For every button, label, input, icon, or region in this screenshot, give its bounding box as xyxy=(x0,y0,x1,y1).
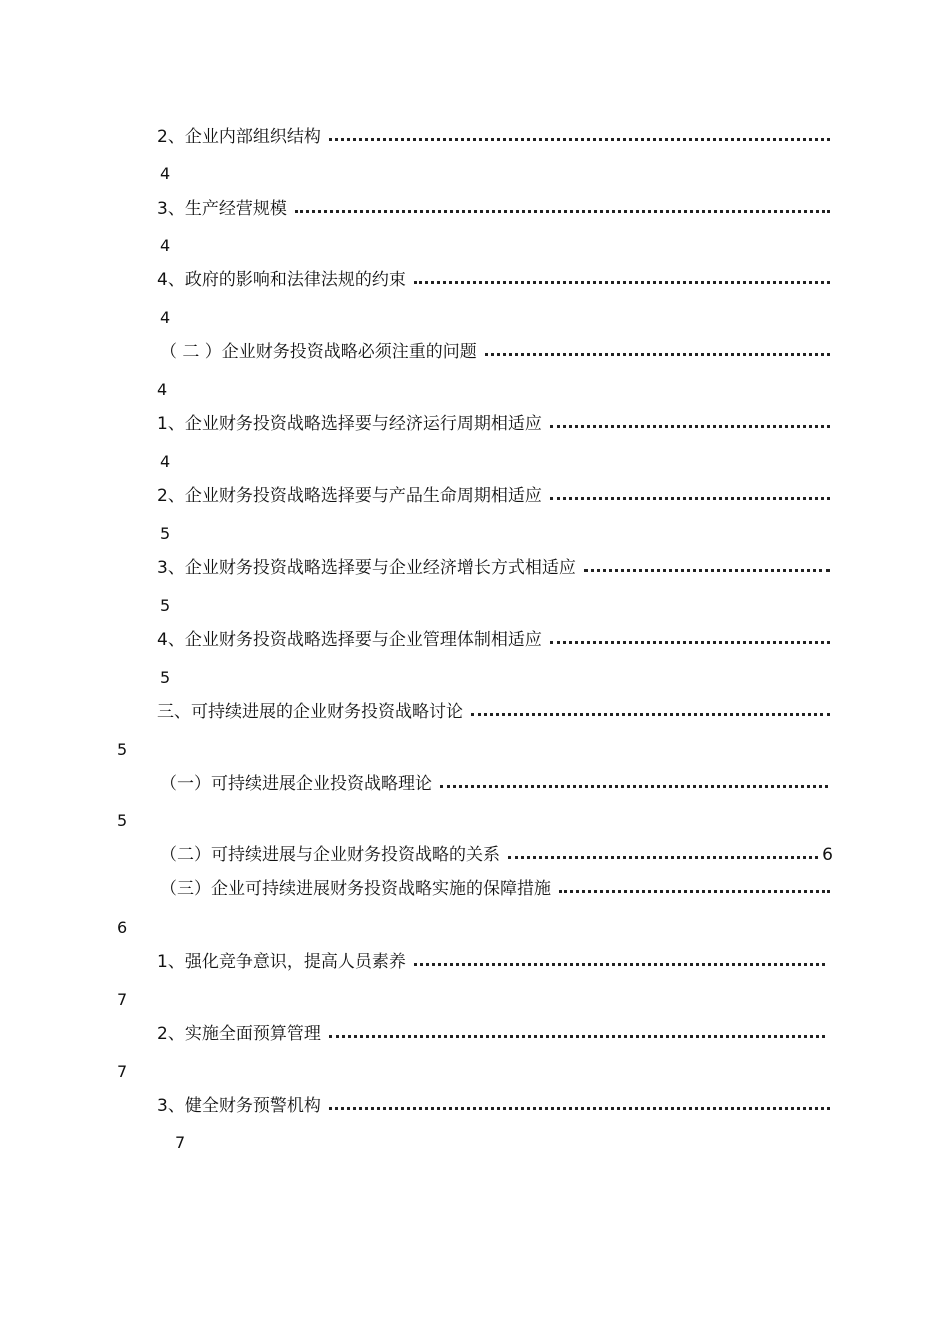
toc-entry[interactable] xyxy=(157,556,830,580)
toc-entry[interactable] xyxy=(157,197,830,221)
toc-entry-title: （二）可持续进展与企业财务投资战略的关系 xyxy=(160,845,500,865)
toc-leader-dots xyxy=(414,281,830,284)
toc-page-number: 7 xyxy=(117,1062,128,1081)
toc-entry[interactable] xyxy=(157,700,830,724)
toc-entry[interactable] xyxy=(160,340,830,364)
toc-page-number: 6 xyxy=(117,918,128,937)
toc-entry-title: 1、企业财务投资战略选择要与经济运行周期相适应 xyxy=(157,414,542,434)
toc-page-number: 5 xyxy=(160,668,171,687)
toc-page-number: 4 xyxy=(157,380,168,399)
toc-leader-dots xyxy=(295,210,830,213)
toc-entry-title: 2、实施全面预算管理 xyxy=(157,1024,321,1044)
toc-entry[interactable] xyxy=(157,950,825,974)
toc-entry-title: 4、企业财务投资战略选择要与企业管理体制相适应 xyxy=(157,630,542,650)
toc-entry[interactable] xyxy=(160,772,828,796)
toc-leader-dots xyxy=(471,713,830,716)
toc-leader-dots xyxy=(550,641,830,644)
toc-leader-dots xyxy=(508,856,818,859)
toc-leader-dots xyxy=(550,425,830,428)
toc-leader-dots xyxy=(584,569,830,572)
toc-page-number: 4 xyxy=(160,164,171,183)
toc-page-number: 5 xyxy=(160,596,171,615)
toc-page-number: 5 xyxy=(160,524,171,543)
toc-entry-title: 3、健全财务预警机构 xyxy=(157,1096,321,1116)
toc-entry-title: 2、企业财务投资战略选择要与产品生命周期相适应 xyxy=(157,486,542,506)
toc-leader-dots xyxy=(550,497,830,500)
toc-entry-title: 3、生产经营规模 xyxy=(157,199,287,219)
toc-page-number: 5 xyxy=(117,740,128,759)
toc-entry[interactable] xyxy=(157,268,830,292)
toc-entry[interactable] xyxy=(157,1022,825,1046)
toc-leader-dots xyxy=(559,890,830,893)
toc-entry-title: （一）可持续进展企业投资战略理论 xyxy=(160,774,432,794)
toc-entry[interactable] xyxy=(160,877,830,901)
toc-page-number: 5 xyxy=(117,811,128,830)
toc-entry[interactable] xyxy=(160,843,833,867)
toc-entry-title: （ 二 ）企业财务投资战略必须注重的问题 xyxy=(160,342,477,362)
toc-entry[interactable] xyxy=(157,484,830,508)
toc-entry-title: 4、政府的影响和法律法规的约束 xyxy=(157,270,406,290)
toc-entry[interactable] xyxy=(157,125,830,149)
toc-leader-dots xyxy=(485,353,830,356)
toc-page-number: 4 xyxy=(160,308,171,327)
toc-entry[interactable] xyxy=(157,412,830,436)
toc-entry[interactable] xyxy=(157,1094,830,1118)
toc-entry-title: 3、企业财务投资战略选择要与企业经济增长方式相适应 xyxy=(157,558,576,578)
toc-leader-dots xyxy=(414,963,825,966)
toc-entry-title: （三）企业可持续进展财务投资战略实施的保障措施 xyxy=(160,879,551,899)
toc-leader-dots xyxy=(329,1107,830,1110)
toc-leader-dots xyxy=(329,138,830,141)
toc-page-number: 4 xyxy=(160,452,171,471)
toc-page-number: 7 xyxy=(175,1133,186,1152)
toc-entry-title: 1、强化竞争意识，提高人员素养 xyxy=(157,952,406,972)
toc-entry-title: 三、可持续进展的企业财务投资战略讨论 xyxy=(157,702,463,722)
toc-entry-title: 2、企业内部组织结构 xyxy=(157,127,321,147)
toc-leader-dots xyxy=(440,785,828,788)
toc-page-number: 6 xyxy=(822,845,833,865)
toc-entry[interactable] xyxy=(157,628,830,652)
toc-page-number: 7 xyxy=(117,990,128,1009)
toc-page-number: 4 xyxy=(160,236,171,255)
toc-leader-dots xyxy=(329,1035,825,1038)
